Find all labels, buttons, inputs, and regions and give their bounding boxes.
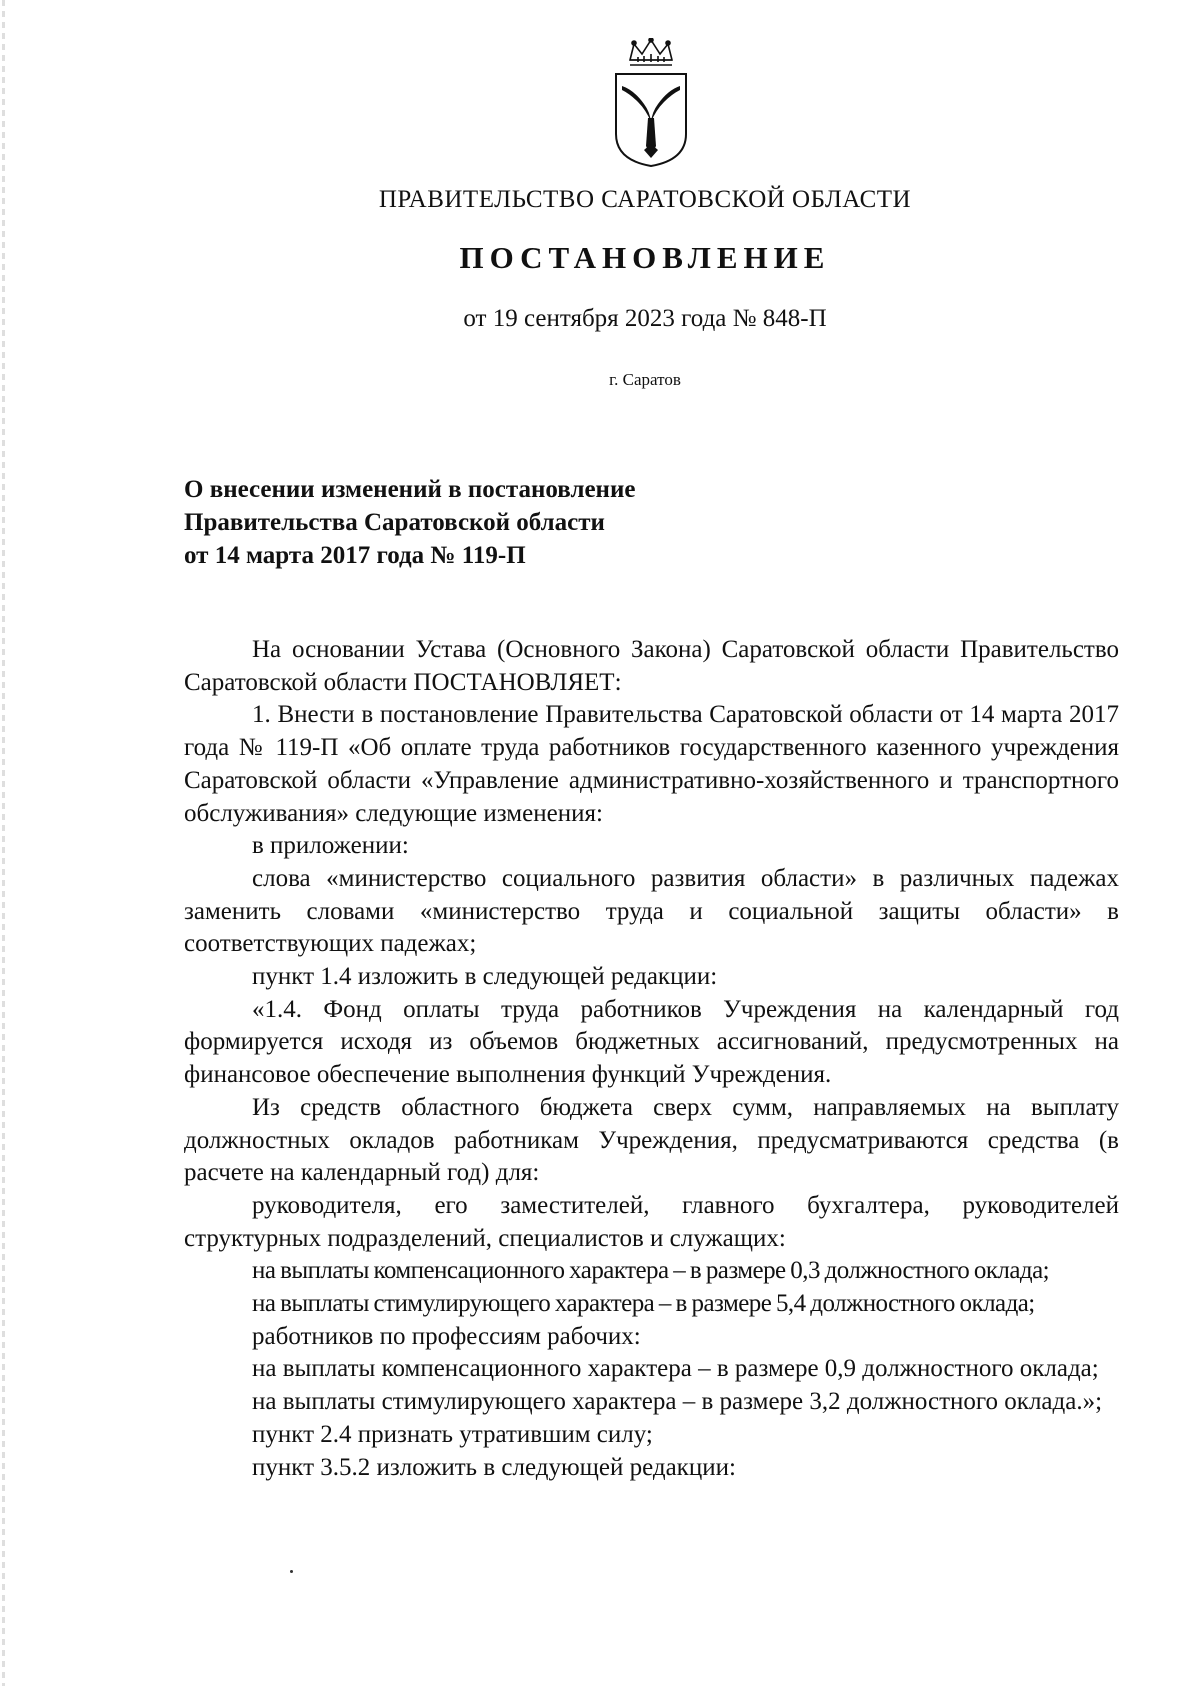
body-paragraph: на выплаты компенсационного характера – в размере 0,3 должностного оклада; bbox=[252, 1257, 1050, 1285]
subject-line: Правительства Саратовской области bbox=[184, 509, 605, 536]
body-paragraph: На основании Устава (Основного Закона) Саратовской области Правительство Саратовской области ПОСТАНОВЛЯЕТ: bbox=[184, 636, 1119, 696]
document-body bbox=[184, 634, 1119, 1484]
document-subject bbox=[184, 473, 784, 572]
body-paragraph: пункт 3.5.2 изложить в следующей редакции: bbox=[252, 1453, 736, 1481]
document-city: г. Саратов bbox=[609, 370, 681, 389]
body-paragraph: на выплаты компенсационного характера – в размере 0,9 должностного оклада; bbox=[252, 1355, 1099, 1383]
body-paragraph: «1.4. Фонд оплаты труда работников Учреждения на календарный год формируется исходя из объемов бюджетных ассигнований, предусмотренных на финансовое обеспечение выполнения функций Учреждения. bbox=[184, 995, 1119, 1089]
subject-line: от 14 марта 2017 года № 119-П bbox=[184, 542, 526, 569]
document-type-title: ПОСТАНОВЛЕНИЕ bbox=[459, 240, 831, 275]
body-paragraph: на выплаты стимулирующего характера – в размере 3,2 должностного оклада.»; bbox=[252, 1388, 1103, 1416]
body-paragraph: Из средств областного бюджета сверх сумм, направляемых на выплату должностных окладов работникам Учреждения, предусматриваются средства (в расчете на календарный год) для: bbox=[184, 1093, 1119, 1187]
saratov-coat-of-arms-icon bbox=[608, 38, 694, 168]
body-paragraph: руководителя, его заместителей, главного бухгалтера, руководителей структурных подразделений, специалистов и служащих: bbox=[184, 1191, 1119, 1252]
government-name: ПРАВИТЕЛЬСТВО САРАТОВСКОЙ ОБЛАСТИ bbox=[378, 186, 912, 213]
document-date-number: от 19 сентября 2023 года № 848-П bbox=[463, 305, 827, 332]
body-paragraph: слова «министерство социального развития области» в различных падежах заменить словами «министерство труда и социальной защиты области» в соответствующих падежах; bbox=[184, 864, 1119, 958]
body-paragraph: в приложении: bbox=[252, 832, 409, 860]
body-paragraph: работников по профессиям рабочих: bbox=[252, 1322, 641, 1350]
body-paragraph: пункт 1.4 изложить в следующей редакции: bbox=[252, 963, 718, 991]
subject-line: О внесении изменений в постановление bbox=[184, 476, 636, 503]
scan-speck bbox=[290, 1570, 293, 1573]
body-paragraph: на выплаты стимулирующего характера – в размере 5,4 должностного оклада; bbox=[252, 1290, 1035, 1318]
body-paragraph: пункт 2.4 признать утратившим силу; bbox=[252, 1420, 653, 1448]
body-paragraph: 1. Внести в постановление Правительства Саратовской области от 14 марта 2017 года № 119-П «Об оплате труда работников государственного казенного учреждения Саратовской области «Управление административно-хозяйственного и транспортного обслуживания» следующие изменения: bbox=[184, 701, 1119, 827]
